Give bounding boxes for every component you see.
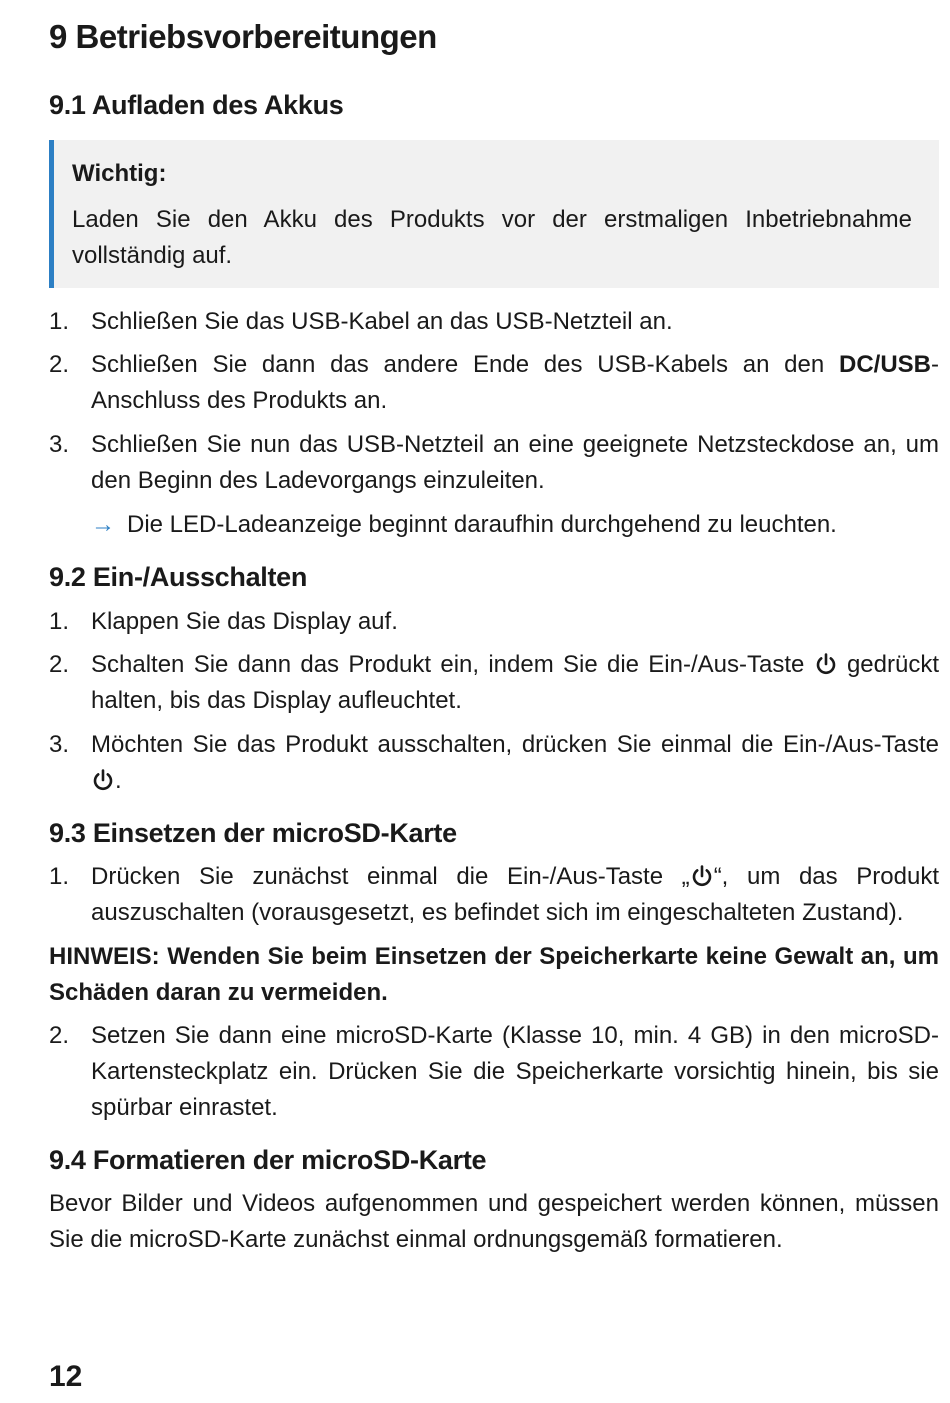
chapter-title: 9 Betriebsvorbereitungen bbox=[49, 18, 437, 55]
power-icon bbox=[690, 864, 714, 888]
list-number: 2. bbox=[49, 651, 70, 678]
list-number: 2. bbox=[49, 1022, 70, 1049]
list-number: 2. bbox=[49, 351, 70, 378]
page-number: 12 bbox=[49, 1360, 83, 1393]
list-text: Schließen Sie dann das andere Ende des USB-Kabels an den DC/USB-Anschluss des Produkts an. bbox=[91, 351, 939, 414]
list-number: 3. bbox=[49, 731, 70, 758]
list-text: Drücken Sie zunächst einmal die Ein-/Aus-Taste „ “, um das Produkt auszuschalten (vorausgesetzt, es befindet sich im eingeschalteten Zustand). bbox=[91, 863, 939, 926]
section-title-microsd: 9.3 Einsetzen der microSD-Karte bbox=[49, 818, 457, 848]
arrow-right-icon: → bbox=[91, 511, 115, 538]
note-title: Wichtig: bbox=[72, 160, 167, 187]
list-text: Schließen Sie nun das USB-Netzteil an eine geeignete Netzsteckdose an, um den Beginn des Ladevorgangs einzuleiten. bbox=[91, 431, 939, 494]
result-text: Die LED-Ladeanzeige beginnt daraufhin durchgehend zu leuchten. bbox=[127, 511, 837, 538]
section-title-charging: 9.1 Aufladen des Akkus bbox=[49, 90, 344, 120]
list-text: Schalten Sie dann das Produkt ein, indem Sie die Ein-/Aus-Taste gedrückt halten, bis das Display aufleuchtet. bbox=[91, 651, 939, 714]
result-line bbox=[91, 507, 837, 543]
list-number: 1. bbox=[49, 863, 70, 890]
hint-text: HINWEIS: Wenden Sie beim Einsetzen der Speicherkarte keine Gewalt an, um Schäden daran zu vermeiden. bbox=[49, 943, 939, 1006]
note-text: Laden Sie den Akku des Produkts vor der erstmaligen Inbetriebnahme vollständig auf. bbox=[72, 206, 912, 269]
power-icon bbox=[91, 768, 115, 792]
list-text: Schließen Sie das USB-Kabel an das USB-Netzteil an. bbox=[91, 308, 673, 335]
connector-label: DC/USB bbox=[838, 351, 931, 378]
list-number: 1. bbox=[49, 608, 70, 635]
important-note-box bbox=[49, 140, 939, 288]
list-text: Möchten Sie das Produkt ausschalten, drücken Sie einmal die Ein-/Aus-Taste . bbox=[91, 731, 939, 794]
format-paragraph: Bevor Bilder und Videos aufgenommen und gespeichert werden können, müssen Sie die microSD-Karte zunächst einmal ordnungsgemäß formatieren. bbox=[49, 1190, 939, 1253]
power-icon bbox=[814, 652, 838, 676]
section-title-format: 9.4 Formatieren der microSD-Karte bbox=[49, 1145, 487, 1175]
section-title-power: 9.2 Ein-/Ausschalten bbox=[49, 562, 308, 592]
list-number: 1. bbox=[49, 308, 70, 335]
list-text: Setzen Sie dann eine microSD-Karte (Klasse 10, min. 4 GB) in den microSD-Kartensteckplatz ein. Drücken Sie die Speicherkarte vorsichtig hinein, bis sie spürbar einrastet. bbox=[91, 1022, 939, 1121]
list-text: Klappen Sie das Display auf. bbox=[91, 608, 398, 635]
list-number: 3. bbox=[49, 431, 70, 458]
